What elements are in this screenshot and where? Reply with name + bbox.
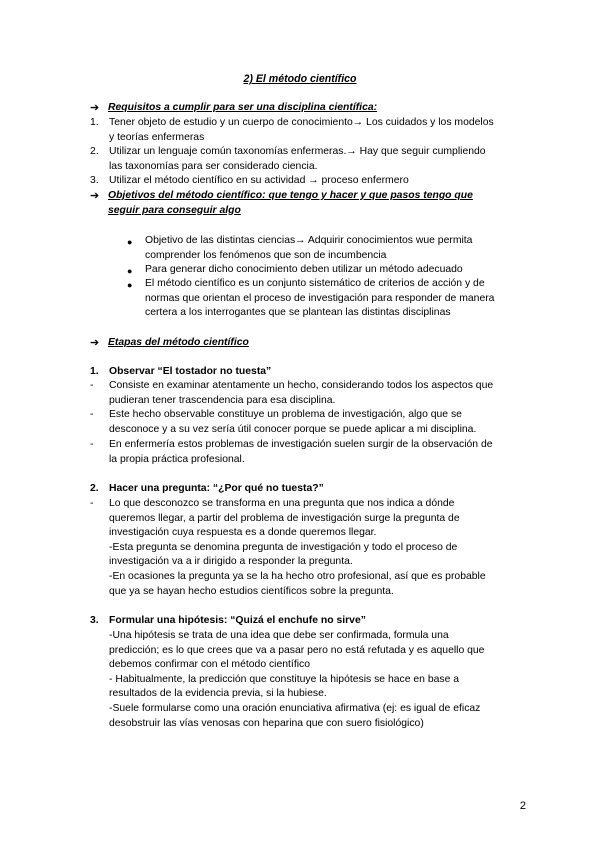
list-number: 2. — [90, 146, 99, 157]
bullet-line: Para generar dicho conocimiento deben utilizar un método adecuado — [145, 264, 463, 275]
arrow-icon: ➔ — [90, 190, 100, 202]
step3-heading: Formular una hipótesis: “Quizá el enchufe no sirve” — [109, 615, 366, 626]
dash-marker: - — [90, 409, 94, 420]
bullet-icon: ● — [127, 280, 133, 290]
step1-line: Consiste en examinar atentamente un hecho, considerando todos los aspectos que — [109, 380, 494, 391]
list-item-line: y teorías enfermeras — [109, 131, 205, 143]
step3-line: predicción; es lo que crees que va a pasar pero no está refutada y es aquello que — [109, 644, 485, 656]
step1-line: Este hecho observable constituye un problema de investigación, algo que se — [109, 409, 462, 420]
step2-line: investigación va a ir dirigido a responder la pregunta. — [109, 556, 353, 568]
step1-line: pudieran tener trascendencia para esa disciplina. — [109, 394, 336, 406]
step1-heading: Observar “El tostador no tuesta” — [109, 366, 272, 377]
bullet-line: Objetivo de las distintas ciencias→ Adquirir conocimientos wue permita — [145, 235, 473, 246]
step3-line: - Habitualmente, la predicción que constituye la hipótesis se hace en base a — [109, 673, 460, 685]
step3-line: -Una hipótesis se trata de una idea que debe ser confirmada, formula una — [109, 630, 449, 641]
step1-line: desconoce y a su vez sería útil conocer porque se puede aplicar a mi disciplina. — [109, 423, 477, 435]
step3-line: -Suele formularse como una oración enunciativa afirmativa (ej: es igual de eficaz — [109, 703, 481, 714]
step-number: 1. — [90, 366, 99, 377]
list-number: 1. — [90, 117, 99, 128]
step2-line: -Esta pregunta se denomina pregunta de investigación y todo el proceso de — [109, 541, 458, 553]
step3-line: debemos confirmar con el método científico — [109, 659, 310, 671]
page-title: 2) El método científico — [243, 73, 357, 85]
step2-line: investigación cuya respuesta es a donde queremos llegar. — [109, 527, 377, 539]
bullet-line: comprender los fenómenos que son de incumbencia — [145, 249, 387, 261]
bullet-icon: ● — [127, 266, 133, 276]
step2-line: que ya se hayan hecho estudios científicos sobre la pregunta. — [109, 585, 394, 597]
page-number: 2 — [519, 800, 526, 812]
list-item-line: Utilizar un lenguaje común taxonomías enfermeras.→ Hay que seguir cumpliendo — [109, 146, 486, 157]
step1-line: la propia práctica profesional. — [109, 453, 245, 465]
step2-line: queremos llegar, a partir del problema de investigación surge la pregunta de — [109, 512, 460, 524]
bullet-line: El método científico es un conjunto sistemático de criterios de acción y de — [145, 278, 485, 289]
step2-line: -En ocasiones la pregunta ya se la ha hecho otro profesional, así que es probable — [109, 571, 486, 582]
step3-line: resultados de la evidencia previa, si la hubiese. — [109, 688, 327, 700]
arrow-icon: ➔ — [90, 337, 100, 349]
list-number: 3. — [90, 175, 99, 186]
objetivos-heading-line: seguir para conseguir algo — [108, 204, 241, 216]
arrow-icon: ➔ — [90, 102, 100, 114]
etapas-heading: Etapas del método científico — [108, 337, 249, 348]
step2-line: Lo que desconozco se transforma en una pregunta que nos indica a dónde — [109, 498, 455, 509]
list-item-line: las taxonomías para ser considerado ciencia. — [109, 160, 318, 172]
step-number: 3. — [90, 615, 99, 626]
list-item-line: Tener objeto de estudio y un cuerpo de conocimiento→ Los cuidados y los modelos — [109, 117, 494, 128]
requisitos-heading: Requisitos a cumplir para ser una disciplina científica: — [108, 102, 378, 113]
bullet-line: normas que orientan el proceso de investigación para responder de manera — [145, 292, 495, 304]
step3-line: desobstruir las vías venosas con heparina que con suero fisiológico) — [109, 717, 424, 729]
bullet-icon: ● — [127, 237, 133, 247]
step1-line: En enfermería estos problemas de investigación suelen surgir de la observación de — [109, 439, 493, 450]
list-item-line: Utilizar el método científico en su actividad → proceso enfermero — [109, 175, 409, 186]
objetivos-heading-line: Objetivos del método científico: que tengo y hacer y que pasos tengo que — [108, 190, 473, 201]
dash-marker: - — [90, 380, 94, 391]
bullet-line: certera a los interrogantes que se plantean las distintas disciplinas — [145, 307, 451, 319]
dash-marker: - — [90, 439, 94, 450]
step-number: 2. — [90, 483, 99, 494]
step2-heading: Hacer una pregunta: “¿Por qué no tuesta?” — [109, 483, 324, 494]
dash-marker: - — [90, 498, 94, 509]
